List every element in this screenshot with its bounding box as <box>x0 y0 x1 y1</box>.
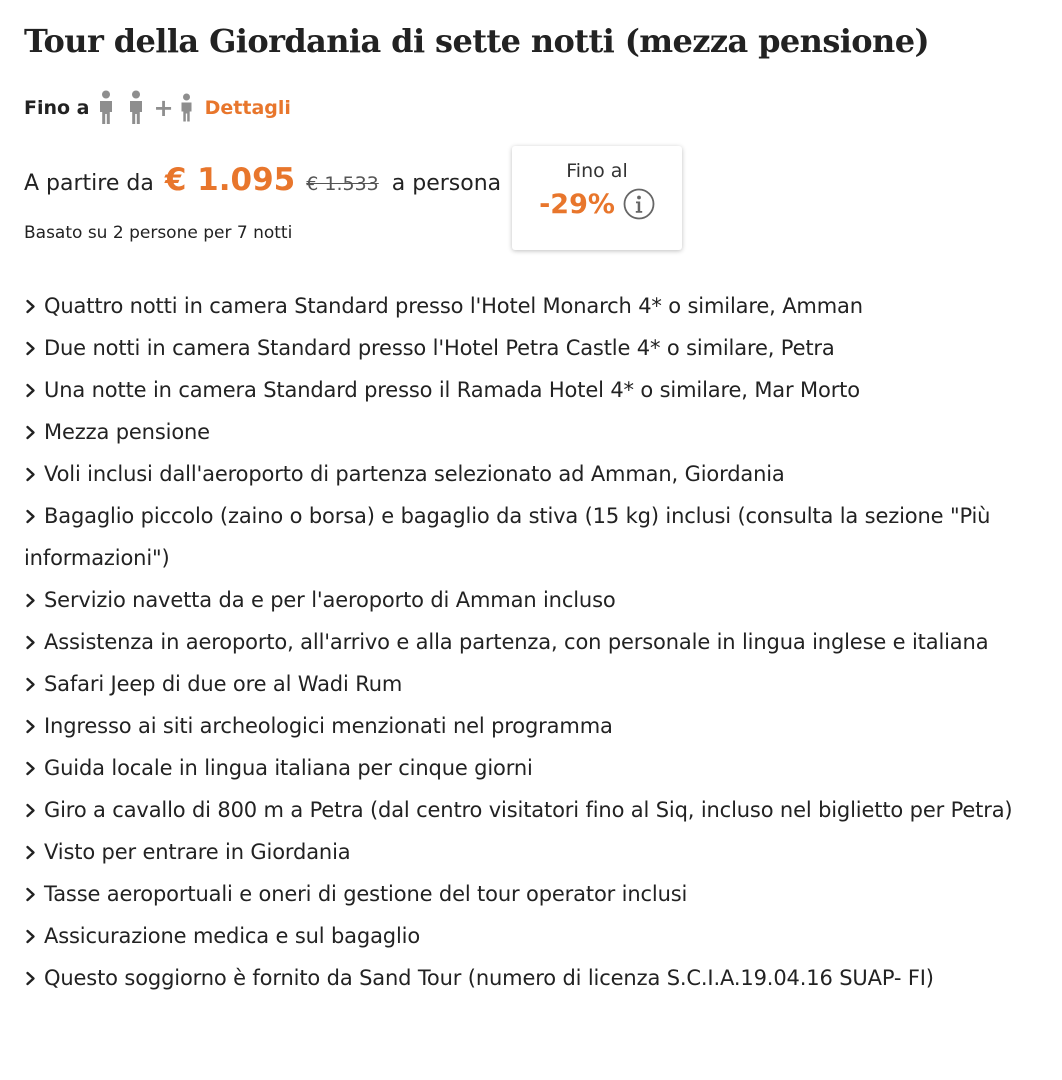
feature-text: Guida locale in lingua italiana per cinque giorni <box>44 756 533 780</box>
feature-item <box>24 705 1054 747</box>
discount-badge <box>512 146 682 250</box>
chevron-right-icon <box>24 509 38 524</box>
chevron-right-icon <box>24 425 38 440</box>
price-basis-note: Basato su 2 persone per 7 notti <box>24 223 293 243</box>
adult-icon <box>128 90 144 126</box>
chevron-right-icon <box>24 635 38 650</box>
feature-text: Assistenza in aeroporto, all'arrivo e alla partenza, con personale in lingua inglese e italiana <box>44 630 989 654</box>
feature-item <box>24 495 1054 579</box>
feature-text: Voli inclusi dall'aeroporto di partenza selezionato ad Amman, Giordania <box>44 462 785 486</box>
chevron-right-icon <box>24 719 38 734</box>
feature-item <box>24 789 1054 831</box>
per-person-label: a persona <box>391 171 502 196</box>
price-line <box>24 162 501 198</box>
chevron-right-icon <box>24 467 38 482</box>
feature-text: Questo soggiorno è fornito da Sand Tour (numero di licenza S.C.I.A.19.04.16 SUAP- FI) <box>44 966 934 990</box>
chevron-right-icon <box>24 299 38 314</box>
child-icon <box>180 93 193 123</box>
feature-item <box>24 327 1054 369</box>
plus-sign: + <box>153 94 174 122</box>
feature-text: Safari Jeep di due ore al Wadi Rum <box>44 672 403 696</box>
occupancy-label: Fino a <box>24 97 90 119</box>
feature-item <box>24 957 1054 999</box>
chevron-right-icon <box>24 845 38 860</box>
feature-text: Mezza pensione <box>44 420 210 444</box>
chevron-right-icon <box>24 593 38 608</box>
details-link[interactable]: Dettagli <box>204 97 291 119</box>
feature-text: Ingresso ai siti archeologici menzionati nel programma <box>44 714 613 738</box>
chevron-right-icon <box>24 383 38 398</box>
discount-value: -29% <box>539 188 615 220</box>
current-price: € 1.095 <box>164 162 296 198</box>
offer-title: Tour della Giordania di sette notti (mezza pensione) <box>24 22 930 60</box>
feature-item <box>24 285 1054 327</box>
feature-item <box>24 747 1054 789</box>
chevron-right-icon <box>24 677 38 692</box>
feature-item <box>24 579 1054 621</box>
adult-icon <box>98 90 114 126</box>
feature-text: Assicurazione medica e sul bagaglio <box>44 924 421 948</box>
feature-item <box>24 621 1054 663</box>
feature-item <box>24 453 1054 495</box>
chevron-right-icon <box>24 341 38 356</box>
feature-text: Tasse aeroportuali e oneri di gestione del tour operator inclusi <box>44 882 688 906</box>
feature-text: Quattro notti in camera Standard presso l'Hotel Monarch 4* o similare, Amman <box>44 294 863 318</box>
feature-item <box>24 831 1054 873</box>
occupancy-row <box>24 88 291 128</box>
price-from-label: A partire da <box>24 171 154 196</box>
discount-row <box>512 188 682 220</box>
chevron-right-icon <box>24 929 38 944</box>
feature-text: Visto per entrare in Giordania <box>44 840 351 864</box>
feature-text: Due notti in camera Standard presso l'Hotel Petra Castle 4* o similare, Petra <box>44 336 835 360</box>
feature-text: Servizio navetta da e per l'aeroporto di Amman incluso <box>44 588 616 612</box>
feature-item <box>24 873 1054 915</box>
chevron-right-icon <box>24 803 38 818</box>
chevron-right-icon <box>24 887 38 902</box>
feature-item <box>24 411 1054 453</box>
feature-item <box>24 369 1054 411</box>
feature-text: Bagaglio piccolo (zaino o borsa) e bagaglio da stiva (15 kg) inclusi (consulta la sezione "Più informazioni") <box>24 504 991 570</box>
feature-item <box>24 915 1054 957</box>
feature-text: Giro a cavallo di 800 m a Petra (dal centro visitatori fino al Siq, incluso nel biglietto per Petra) <box>44 798 1013 822</box>
chevron-right-icon <box>24 971 38 986</box>
features-list <box>24 285 1054 999</box>
info-icon[interactable] <box>623 188 655 220</box>
discount-label: Fino al <box>566 160 628 182</box>
feature-item <box>24 663 1054 705</box>
chevron-right-icon <box>24 761 38 776</box>
feature-text: Una notte in camera Standard presso il Ramada Hotel 4* o similare, Mar Morto <box>44 378 860 402</box>
old-price: € 1.533 <box>306 173 379 195</box>
